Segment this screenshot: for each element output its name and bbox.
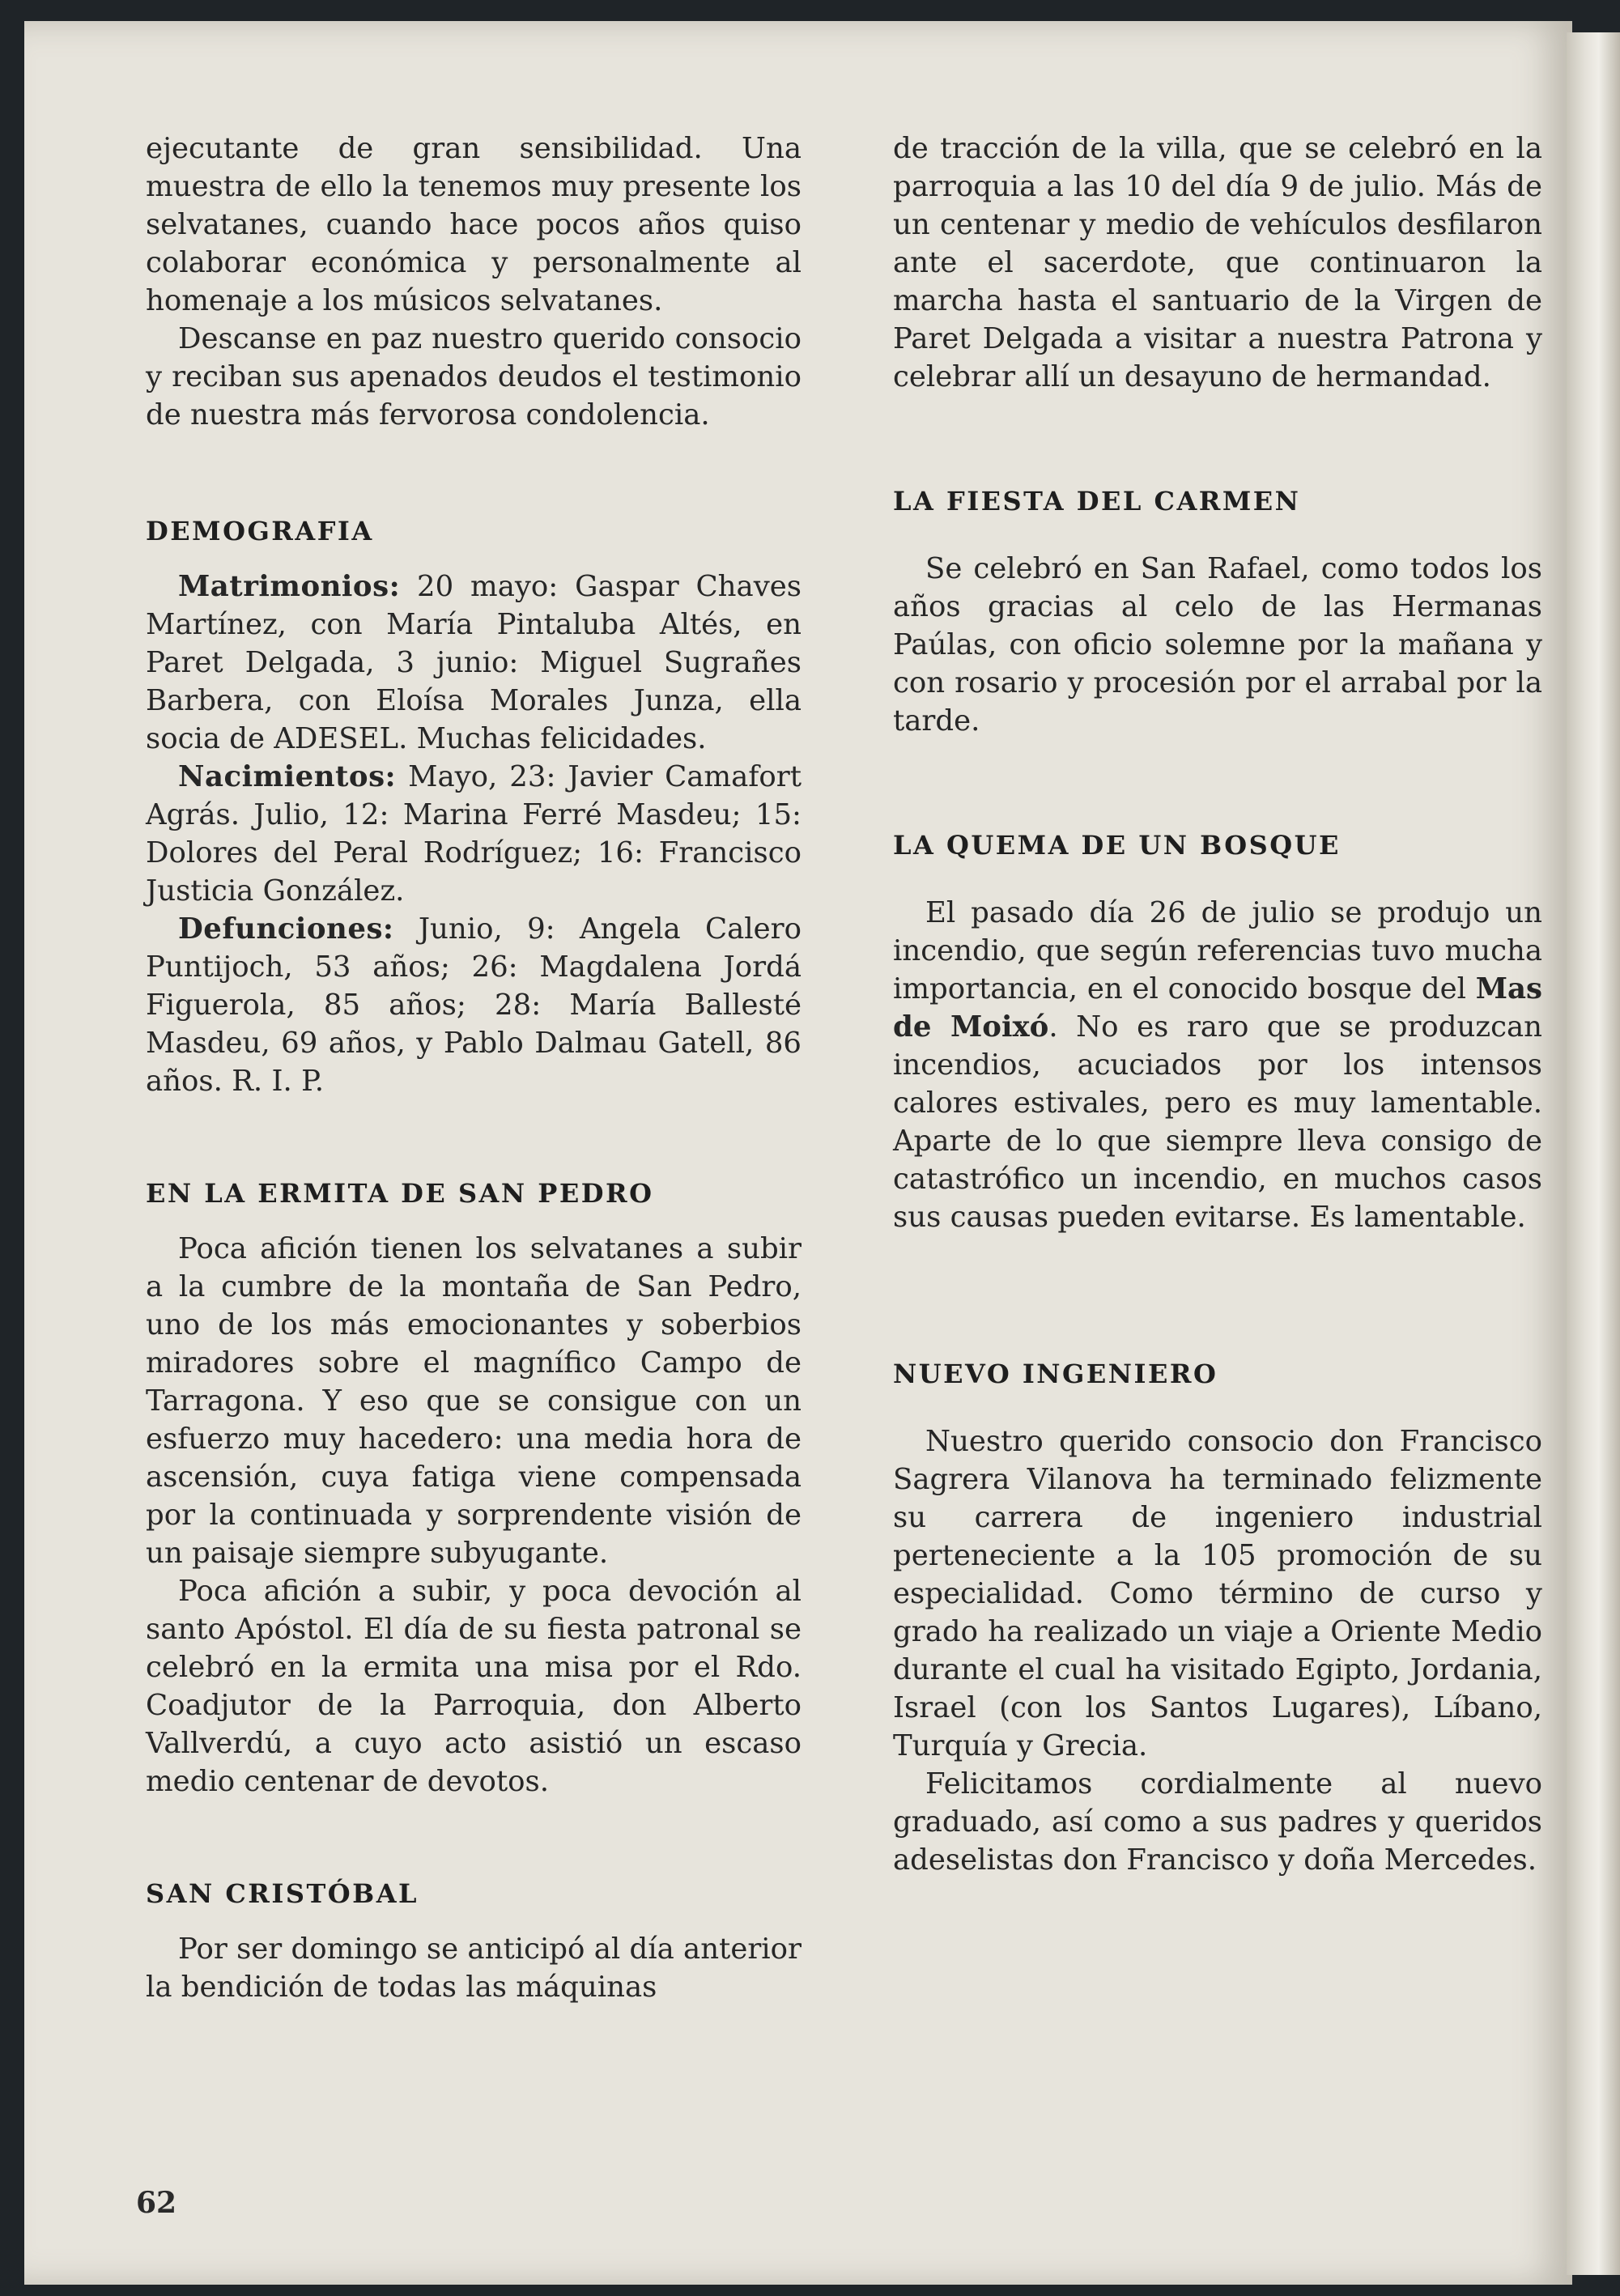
bosque-text-before: El pasado día 26 de julio se produjo un incendio, que según referencias tuvo mucha importancia, en el conocido bosque del [893, 896, 1542, 1006]
bosque-place: Mas de Moixó [893, 972, 1542, 1044]
bosque-text-after: . No es raro que se produzcan incendios, acuciados por los intensos calores estivales, pero es muy lamentable. Aparte de lo que siempre lleva consigo de catastrófico un incendio, en muchos casos sus causas pueden evitarse. Es lamentable. [893, 1010, 1542, 1234]
ingeniero-heading: NUEVO INGENIERO [893, 1358, 1218, 1389]
cristobal-paragraph: Por ser domingo se anticipó al día anterior la bendición de todas las máquinas [146, 1932, 801, 2004]
ermita-paragraph-1: Poca afición tienen los selvatanes a subir a la cumbre de la montaña de San Pedro, uno de los más emocionantes y soberbios miradores sobre el magnífico Campo de Tarragona. Y eso que se consigue con un esfuerzo muy hacedero: una media hora de ascensión, cuya fatiga viene compensada por la continuada y sorprendente visión de un paisaje siempre subyugante. [146, 1232, 801, 1570]
nacimientos-paragraph [146, 758, 801, 910]
carmen-paragraph: Se celebró en San Rafael, como todos los años gracias al celo de las Hermanas Paúlas, con oficio solemne por la mañana y con rosario y procesión por el arrabal por la tarde. [893, 552, 1542, 738]
cristobal-heading: SAN CRISTÓBAL [146, 1878, 419, 1909]
continuation-paragraph: de tracción de la villa, que se celebró en la parroquia a las 10 del día 9 de julio. Más de un centenar y medio de vehículos desfilaron ante el sacerdote, que continuaron la marcha hasta el santuario de la Virgen de Paret Delgada a visitar a nuestra Patrona y celebrar allí un desayuno de hermandad. [893, 132, 1542, 393]
nacimientos-text: Mayo, 23: Javier Camafort Agrás. Julio, 12: Marina Ferré Masdeu; 15: Dolores del Peral Rodríguez; 16: Francisco Justicia González. [146, 760, 801, 908]
ingeniero-paragraph-1: Nuestro querido consocio don Francisco Sagrera Vilanova ha terminado felizmente su carrera de ingeniero industrial perteneciente a la 105 promoción de su especialidad. Como término de curso y grado ha realizado un viaje a Oriente Medio durante el cual ha visitado Egipto, Jordania, Israel (con los Santos Lugares), Líbano, Turquía y Grecia. [893, 1425, 1542, 1762]
defunciones-label: Defunciones: [178, 912, 394, 946]
ermita-heading: EN LA ERMITA DE SAN PEDRO [146, 1178, 654, 1209]
bosque-paragraph [893, 894, 1542, 1236]
nacimientos-label: Nacimientos: [178, 760, 397, 793]
matrimonios-label: Matrimonios: [178, 570, 401, 603]
matrimonios-paragraph [146, 568, 801, 758]
intro-paragraph-2: Descanse en paz nuestro querido consocio y reciban sus apenados deudos el testimonio de nuestra más fervorosa condolencia. [146, 322, 801, 432]
carmen-heading: LA FIESTA DEL CARMEN [893, 486, 1301, 517]
ermita-paragraph-2: Poca afición a subir, y poca devoción al santo Apóstol. El día de su fiesta patronal se celebró en la ermita una misa por el Rdo. Coadjutor de la Parroquia, don Alberto Vallverdú, a cuyo acto asistió un escaso medio centenar de devotos. [146, 1575, 801, 1798]
page-binding-edge [1567, 32, 1620, 2275]
defunciones-paragraph [146, 910, 801, 1100]
defunciones-text: Junio, 9: Angela Calero Puntijoch, 53 años; 26: Magdalena Jordá Figuerola, 85 años; 28: María Ballesté Masdeu, 69 años, y Pablo Dalmau Gatell, 86 años. R. I. P. [146, 912, 801, 1098]
bosque-heading: LA QUEMA DE UN BOSQUE [893, 830, 1341, 861]
demografia-heading: DEMOGRAFIA [146, 516, 374, 546]
intro-paragraph-1: ejecutante de gran sensibilidad. Una muestra de ello la tenemos muy presente los selvatanes, cuando hace pocos años quiso colaborar económica y personalmente al homenaje a los músicos selvatanes. [146, 132, 801, 317]
page-number: 62 [136, 2186, 177, 2220]
matrimonios-text: 20 mayo: Gaspar Chaves Martínez, con María Pintaluba Altés, en Paret Delgada, 3 junio: Miguel Sugrañes Barbera, con Eloísa Morales Junza, ella socia de ADESEL. Muchas felicidades. [146, 570, 801, 755]
left-column [146, 130, 801, 2006]
ingeniero-paragraph-2: Felicitamos cordialmente al nuevo graduado, así como a sus padres y queridos adeselistas don Francisco y doña Mercedes. [893, 1767, 1542, 1877]
right-column [893, 130, 1542, 1879]
